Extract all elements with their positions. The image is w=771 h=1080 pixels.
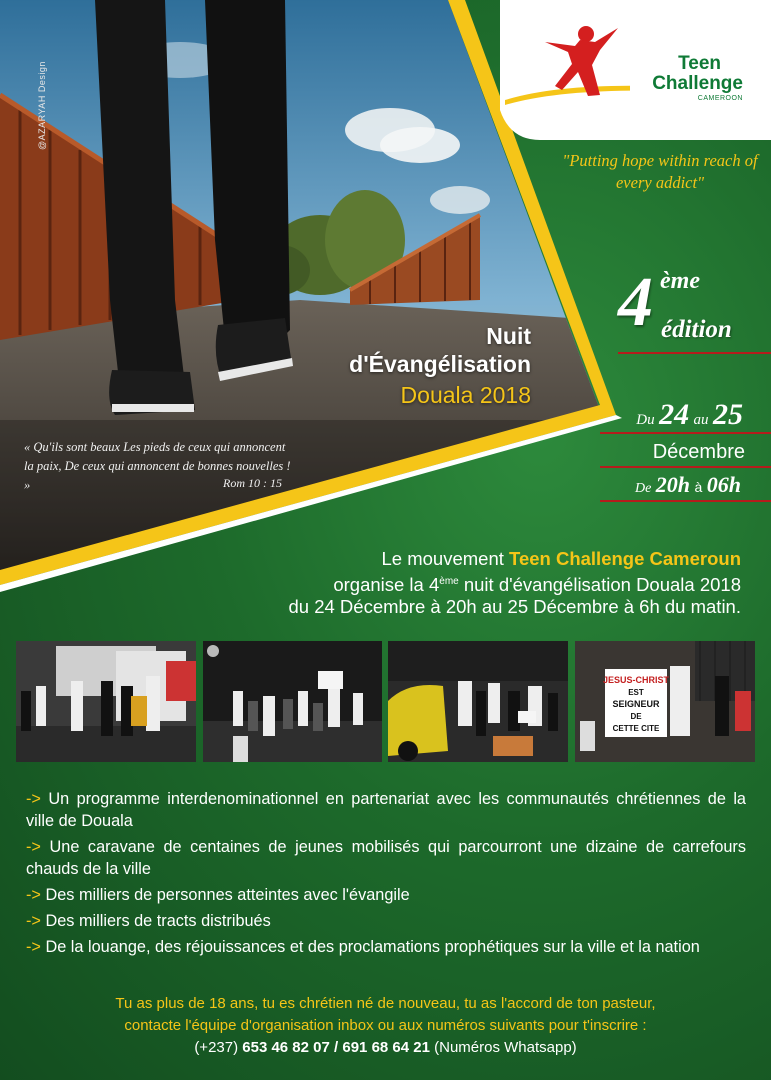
date-divider-1 xyxy=(600,432,771,434)
bible-quote: « Qu'ils sont beaux Les pieds de ceux qui annoncent la paix, De ceux qui annoncent de bonnes nouvelles ! » xyxy=(24,440,291,492)
phone-number-1[interactable]: 653 46 82 07 xyxy=(242,1039,330,1056)
phone-prefix: (+237) xyxy=(194,1039,243,1056)
date-du: Du xyxy=(636,412,655,428)
time-de: De xyxy=(635,481,652,496)
date-month: Décembre xyxy=(652,441,745,463)
date-au: au xyxy=(693,412,709,428)
time-end: 06h xyxy=(706,472,741,497)
bullet-text: Des milliers de personnes atteintes avec l'évangile xyxy=(40,886,410,904)
edition-number: 4 xyxy=(618,264,653,341)
bullet-text: De la louange, des réjouissances et des proclamations prophétiques sur la ville et la nation xyxy=(40,938,700,956)
banner-line4: DE xyxy=(630,712,642,721)
event-title-line1: Nuit xyxy=(486,323,531,349)
time-start: 20h xyxy=(655,472,691,497)
bullet-list xyxy=(26,788,746,962)
footer-line2: contacte l'équipe d'organisation inbox ou aux numéros suivants pour t'inscrire : xyxy=(124,1017,647,1034)
banner-line1: JESUS-CHRIST xyxy=(602,675,670,685)
teen-challenge-star-icon xyxy=(500,20,630,110)
bullet-text: Une caravane de centaines de jeunes mobilisés qui parcourront une dizaine de carrefours chauds de la ville xyxy=(26,838,746,878)
logo-text xyxy=(652,54,743,94)
intro-text xyxy=(181,548,741,619)
bullet-arrow: -> xyxy=(26,886,41,904)
date-start-day: 24 xyxy=(659,398,690,431)
bullet-text: Un programme interdenominationnel en partenariat avec les communautés chrétiennes de la ville de Douala xyxy=(26,790,746,830)
date-range xyxy=(636,398,743,432)
intro-part2: organise la 4 xyxy=(333,573,440,595)
event-title-line2: d'Évangélisation xyxy=(349,351,531,377)
banner-line5: CETTE CITE xyxy=(612,724,660,733)
date-end-day: 25 xyxy=(713,398,743,431)
taxi-evangelism-photo xyxy=(388,641,568,762)
registration-footer xyxy=(12,993,759,1059)
bullet-arrow: -> xyxy=(26,938,41,956)
event-title xyxy=(349,322,531,378)
banner-line2: EST xyxy=(628,688,644,697)
bullet-text: Des milliers de tracts distribués xyxy=(40,912,271,930)
intro-org: Teen Challenge Cameroun xyxy=(509,548,741,569)
time-range xyxy=(635,472,741,498)
time-a: à xyxy=(694,479,703,495)
intro-part3: nuit d'évangélisation Douala 2018 xyxy=(458,573,741,595)
night-crowd-photo xyxy=(203,641,382,762)
edition-suffix: ème xyxy=(660,268,700,294)
logo-area xyxy=(500,0,771,140)
logo-line1: Teen xyxy=(678,53,721,74)
phone-numbers xyxy=(12,1037,759,1059)
intro-sup: ème xyxy=(439,575,459,587)
event-subtitle: Douala 2018 xyxy=(400,382,531,408)
banner-line3: SEIGNEUR xyxy=(612,699,660,709)
footer-line1: Tu as plus de 18 ans, tu es chrétien né de nouveau, tu as l'accord de ton pasteur, xyxy=(115,995,656,1012)
bible-reference: Rom 10 : 15 xyxy=(223,476,282,490)
bullet-item xyxy=(26,884,746,906)
phone-suffix: (Numéros Whatsapp) xyxy=(429,1039,577,1056)
date-divider-3 xyxy=(600,500,771,502)
bullet-arrow: -> xyxy=(26,838,41,856)
bullet-item xyxy=(26,788,746,832)
intro-line3: du 24 Décembre à 20h au 25 Décembre à 6h du matin. xyxy=(288,596,741,618)
intro-part1: Le mouvement xyxy=(381,548,510,569)
logo-line2: Challenge xyxy=(652,73,743,94)
bullet-arrow: -> xyxy=(26,790,41,808)
photo-credit: @AZARYAH Design xyxy=(37,61,47,150)
slogan: "Putting hope within reach of every addict" xyxy=(562,151,758,192)
bullet-arrow: -> xyxy=(26,912,41,930)
phone-number-2[interactable]: 691 68 64 21 xyxy=(342,1039,430,1056)
jesus-banner-photo xyxy=(575,641,755,762)
date-divider-2 xyxy=(600,466,771,468)
bullet-item xyxy=(26,910,746,932)
street-gathering-photo xyxy=(16,641,196,762)
phone-separator: / xyxy=(329,1039,343,1056)
edition-word: édition xyxy=(661,316,732,343)
edition-divider xyxy=(618,352,771,354)
bullet-item xyxy=(26,836,746,880)
logo-country: CAMEROON xyxy=(697,95,743,102)
bullet-item xyxy=(26,936,746,958)
